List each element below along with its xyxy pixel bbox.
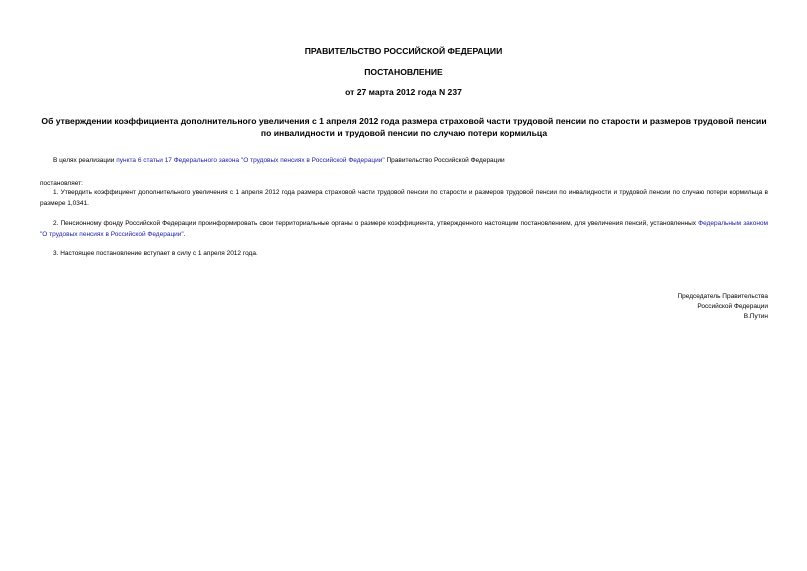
item-2-text-after: . xyxy=(183,231,186,238)
law-article-link[interactable]: пункта 6 статьи 17 Федерального закона "О трудовых пенсиях в Российской Федерации" xyxy=(116,157,385,164)
intro-paragraph xyxy=(40,155,768,166)
item-2-text-before: 2. Пенсионному фонду Российской Федерации проинформировать свои территориальные органы о размере коэффициента, утвержденного настоящим постановлением, для увеличения пенсий, установленных xyxy=(53,220,699,227)
item-3-paragraph: 3. Настоящее постановление вступает в силу с 1 апреля 2012 года. xyxy=(53,250,258,257)
intro-text-after: Правительство Российской Федерации xyxy=(384,157,505,164)
government-heading: ПРАВИТЕЛЬСТВО РОССИЙСКОЙ ФЕДЕРАЦИИ xyxy=(304,46,503,56)
document-title: Об утверждении коэффициента дополнительного увеличения с 1 апреля 2012 года размера страховой части трудовой пенсии по старости и размеров трудовой пенсии по инвалидности и трудовой пенсии по случаю потери кормильца xyxy=(41,116,767,138)
document-date-number: от 27 марта 2012 года N 237 xyxy=(345,87,462,97)
signature-position: Председатель Правительства xyxy=(677,293,768,300)
intro-text-before: В целях реализации xyxy=(53,157,117,164)
item-2-paragraph xyxy=(40,218,768,240)
signature-country: Российской Федерации xyxy=(697,303,768,310)
decree-word: постановляет: xyxy=(40,180,83,187)
signature-name: В.Путин xyxy=(743,313,768,320)
document-type-heading: ПОСТАНОВЛЕНИЕ xyxy=(364,67,443,77)
federal-law-link[interactable]: Федеральным законом "О трудовых пенсиях в Российской Федерации" xyxy=(40,220,769,238)
item-1-paragraph: 1. Утвердить коэффициент дополнительного увеличения с 1 апреля 2012 года размера страховой части трудовой пенсии по старости и размеров трудовой пенсии по инвалидности и трудовой пенсии по случаю потери кормильца в размере 1,0341. xyxy=(40,189,768,207)
